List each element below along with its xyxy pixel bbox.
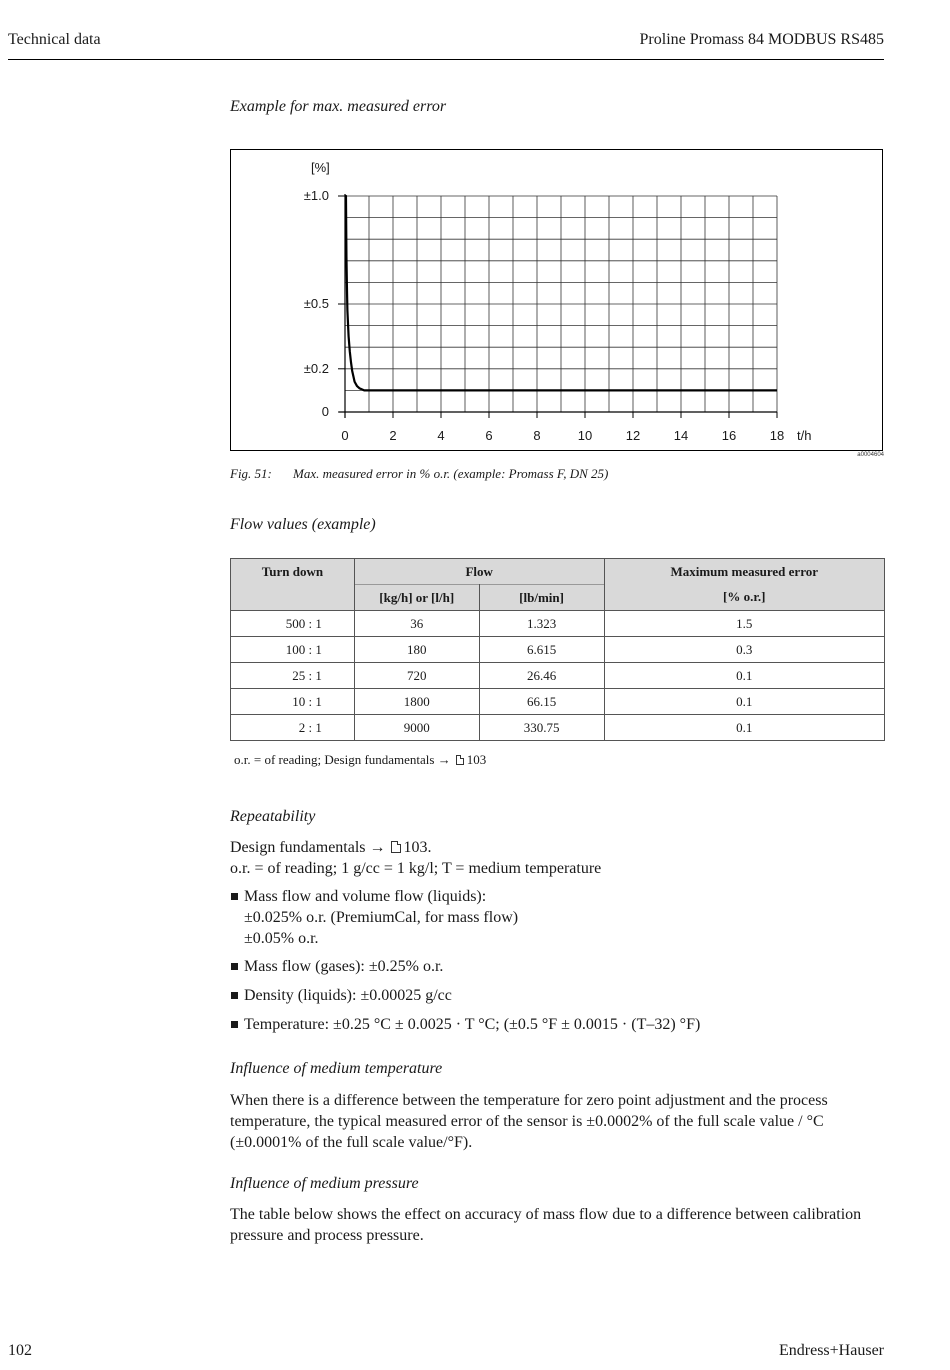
bullet-line: Temperature: ±0.25 °C ± 0.0025 · T °C; (±0.5 °F ± 0.0015 · (T–32) °F) <box>244 1016 701 1033</box>
figure-caption-text: Max. measured error in % o.r. (example: Promass F, DN 25) <box>293 466 609 481</box>
x-tick-label: 18 <box>769 428 785 443</box>
repeatability-reference <box>230 837 432 858</box>
pressure-title: Influence of medium pressure <box>230 1175 419 1192</box>
x-tick-label: 2 <box>389 428 397 443</box>
x-tick-label: 12 <box>625 428 641 443</box>
figure-caption-number: Fig. 51: <box>230 466 272 481</box>
bullet-square-icon <box>231 893 238 900</box>
error-chart <box>231 150 882 450</box>
repeatability-reference-page: 103. <box>403 839 432 856</box>
list-item <box>230 886 518 949</box>
cell-flow-imperial: 330.75 <box>479 715 604 741</box>
figure-section-title: Example for max. measured error <box>230 98 447 115</box>
cell-turn-down: 500 : 1 <box>231 611 355 637</box>
cell-flow-imperial: 66.15 <box>479 689 604 715</box>
cell-error: 0.3 <box>604 637 885 663</box>
page-number: 102 <box>8 1342 32 1359</box>
bullet-line: Mass flow (gases): ±0.25% o.r. <box>244 958 444 975</box>
header-error-unit: [% o.r.] <box>604 585 885 611</box>
repeatability-title: Repeatability <box>230 808 316 825</box>
table-row <box>231 611 885 637</box>
pressure-paragraph <box>230 1204 861 1246</box>
y-axis-label: [%] <box>311 160 330 175</box>
cell-error: 1.5 <box>604 611 885 637</box>
temperature-paragraph <box>230 1090 828 1153</box>
figure-frame <box>230 149 883 451</box>
repeatability-reference-text: Design fundamentals → <box>230 839 386 856</box>
table-row <box>231 715 885 741</box>
table-note-text: o.r. = of reading; Design fundamentals → <box>234 752 451 767</box>
header-max-error: Maximum measured error <box>604 559 885 585</box>
cell-error: 0.1 <box>604 715 885 741</box>
cell-turn-down: 10 : 1 <box>231 689 355 715</box>
header-flow: Flow <box>354 559 604 585</box>
table-header-row <box>231 559 885 585</box>
x-tick-label: 10 <box>577 428 593 443</box>
header-document-title: Proline Promass 84 MODBUS RS485 <box>639 31 884 48</box>
list-item <box>230 1014 700 1035</box>
temperature-title: Influence of medium temperature <box>230 1060 443 1077</box>
paragraph-line: The table below shows the effect on accuracy of mass flow due to a difference between calibration <box>230 1206 862 1223</box>
cell-flow-imperial: 26.46 <box>479 663 604 689</box>
cell-turn-down: 100 : 1 <box>231 637 355 663</box>
y-tick-label: ±0.5 <box>303 296 329 311</box>
cell-flow-imperial: 1.323 <box>479 611 604 637</box>
cell-flow-metric: 36 <box>354 611 479 637</box>
y-tick-label: ±0.2 <box>303 360 329 376</box>
paragraph-line: pressure and process pressure. <box>230 1227 424 1244</box>
page-reference-icon <box>456 755 464 765</box>
cell-error: 0.1 <box>604 689 885 715</box>
x-tick-label: 8 <box>533 428 541 443</box>
cell-flow-metric: 9000 <box>354 715 479 741</box>
header-rule <box>8 59 884 60</box>
header-flow-metric: [kg/h] or [l/h] <box>354 585 479 611</box>
table-row <box>231 689 885 715</box>
table-note-page: 103 <box>466 752 487 767</box>
x-tick-label: 6 <box>485 428 493 443</box>
bullet-line: ±0.05% o.r. <box>244 930 319 947</box>
cell-flow-imperial: 6.615 <box>479 637 604 663</box>
cell-flow-metric: 720 <box>354 663 479 689</box>
table-row <box>231 637 885 663</box>
table-note <box>234 752 486 768</box>
bullet-square-icon <box>231 963 238 970</box>
cell-error: 0.1 <box>604 663 885 689</box>
bullet-line: Density (liquids): ±0.00025 g/cc <box>244 987 452 1004</box>
table-row <box>231 663 885 689</box>
x-tick-label: 14 <box>673 428 689 443</box>
header-turn-down: Turn down <box>231 559 355 611</box>
bullet-line: Mass flow and volume flow (liquids): <box>244 888 487 905</box>
bullet-line: ±0.025% o.r. (PremiumCal, for mass flow) <box>244 909 519 926</box>
paragraph-line: temperature, the typical measured error of the sensor is ±0.0002% of the full scale value / °C <box>230 1113 824 1130</box>
x-axis-label: t/h <box>797 428 812 443</box>
list-item <box>230 956 443 977</box>
paragraph-line: When there is a difference between the temperature for zero point adjustment and the process <box>230 1092 828 1109</box>
x-tick-label: 16 <box>721 428 737 443</box>
header-section-title: Technical data <box>8 31 101 48</box>
cell-flow-metric: 1800 <box>354 689 479 715</box>
bullet-square-icon <box>231 1021 238 1028</box>
y-tick-label: ±1.0 <box>303 188 329 203</box>
y-tick-label: 0 <box>321 404 329 419</box>
footer-brand: Endress+Hauser <box>779 1342 884 1359</box>
list-item <box>230 985 452 1006</box>
figure-id: a0004604 <box>857 452 884 458</box>
header-flow-imperial: [lb/min] <box>479 585 604 611</box>
x-tick-label: 0 <box>341 428 349 443</box>
paragraph-line: (±0.0001% of the full scale value/°F). <box>230 1134 473 1151</box>
cell-turn-down: 25 : 1 <box>231 663 355 689</box>
flow-values-table <box>230 558 885 741</box>
bullet-square-icon <box>231 992 238 999</box>
repeatability-definitions: o.r. = of reading; 1 g/cc = 1 kg/l; T = medium temperature <box>230 860 602 877</box>
cell-turn-down: 2 : 1 <box>231 715 355 741</box>
cell-flow-metric: 180 <box>354 637 479 663</box>
x-tick-label: 4 <box>437 428 445 443</box>
flow-values-title: Flow values (example) <box>230 516 376 533</box>
page-reference-icon <box>391 841 401 853</box>
